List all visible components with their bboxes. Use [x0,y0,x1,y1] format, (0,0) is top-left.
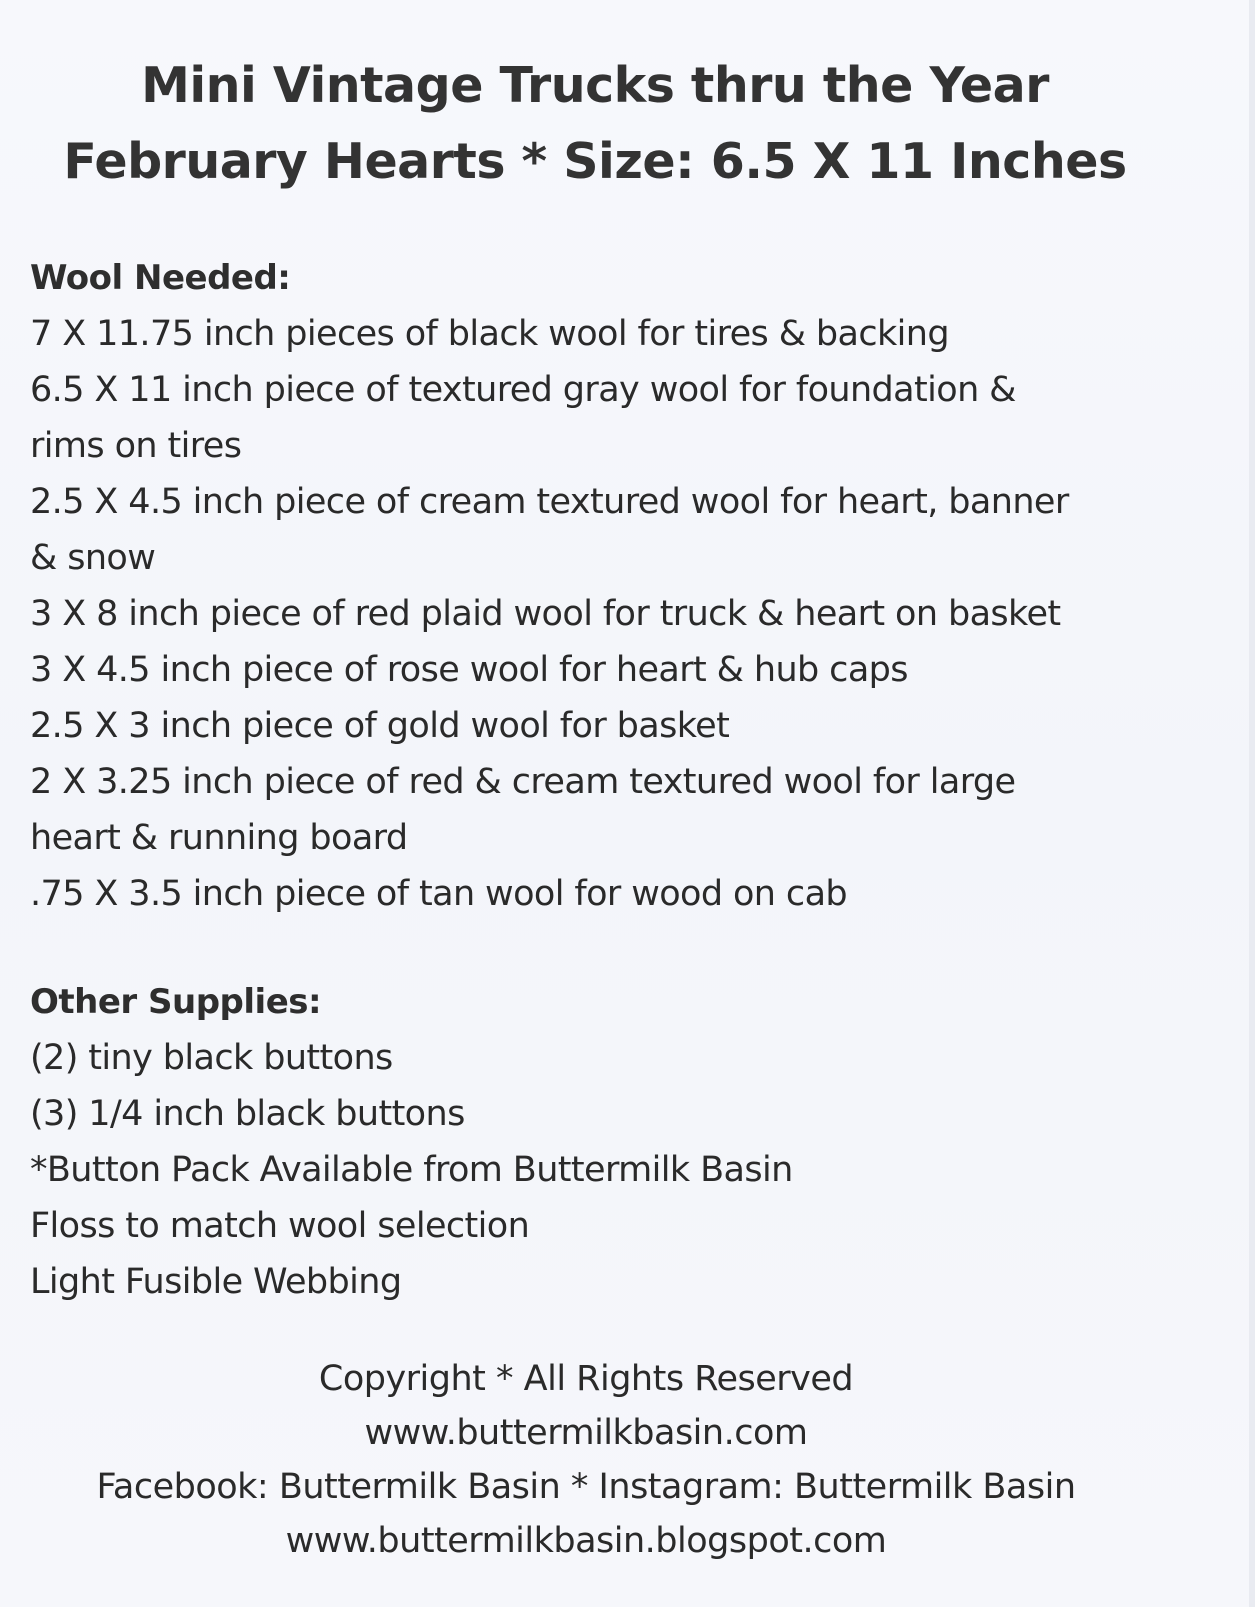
other-supplies-section [30,974,1220,1310]
wool-item: rims on tires [30,426,242,466]
wool-item: 6.5 X 11 inch piece of textured gray wool for foundation & [30,370,1016,410]
blog-url: www.buttermilkbasin.blogspot.com [285,1521,887,1561]
wool-item: 2 X 3.25 inch piece of red & cream textured wool for large [30,762,1016,802]
supply-item: (2) tiny black buttons [30,1038,393,1078]
wool-needed-heading: Wool Needed: [30,258,291,298]
supply-item: (3) 1/4 inch black buttons [30,1094,465,1134]
pattern-title: Mini Vintage Trucks thru the Year [141,57,1049,114]
supply-item: Light Fusible Webbing [30,1262,402,1302]
copyright-notice: Copyright * All Rights Reserved [318,1359,854,1399]
wool-item: heart & running board [30,818,408,858]
supply-item: Floss to match wool selection [30,1206,530,1246]
wool-item: 2.5 X 4.5 inch piece of cream textured wool for heart, banner [30,482,1069,522]
social-handles: Facebook: Buttermilk Basin * Instagram: Buttermilk Basin [96,1467,1076,1507]
supply-item: *Button Pack Available from Buttermilk Basin [30,1150,793,1190]
wool-item: 7 X 11.75 inch pieces of black wool for tires & backing [30,314,950,354]
wool-item: .75 X 3.5 inch piece of tan wool for wood on cab [30,874,848,914]
wool-item: 3 X 8 inch piece of red plaid wool for truck & heart on basket [30,594,1061,634]
wool-item: 3 X 4.5 inch piece of rose wool for heart & hub caps [30,650,908,690]
other-supplies-heading: Other Supplies: [30,982,322,1022]
supplies-list [30,1030,1220,1310]
page-edge [1249,0,1255,1607]
pattern-subtitle: February Hearts * Size: 6.5 X 11 Inches [63,133,1127,190]
title-block [0,48,1190,200]
wool-needed-section [30,250,1220,922]
wool-item: & snow [30,538,156,578]
website-url: www.buttermilkbasin.com [364,1413,808,1453]
footer [0,1352,1172,1568]
wool-item: 2.5 X 3 inch piece of gold wool for basket [30,706,730,746]
wool-list [30,306,1220,922]
